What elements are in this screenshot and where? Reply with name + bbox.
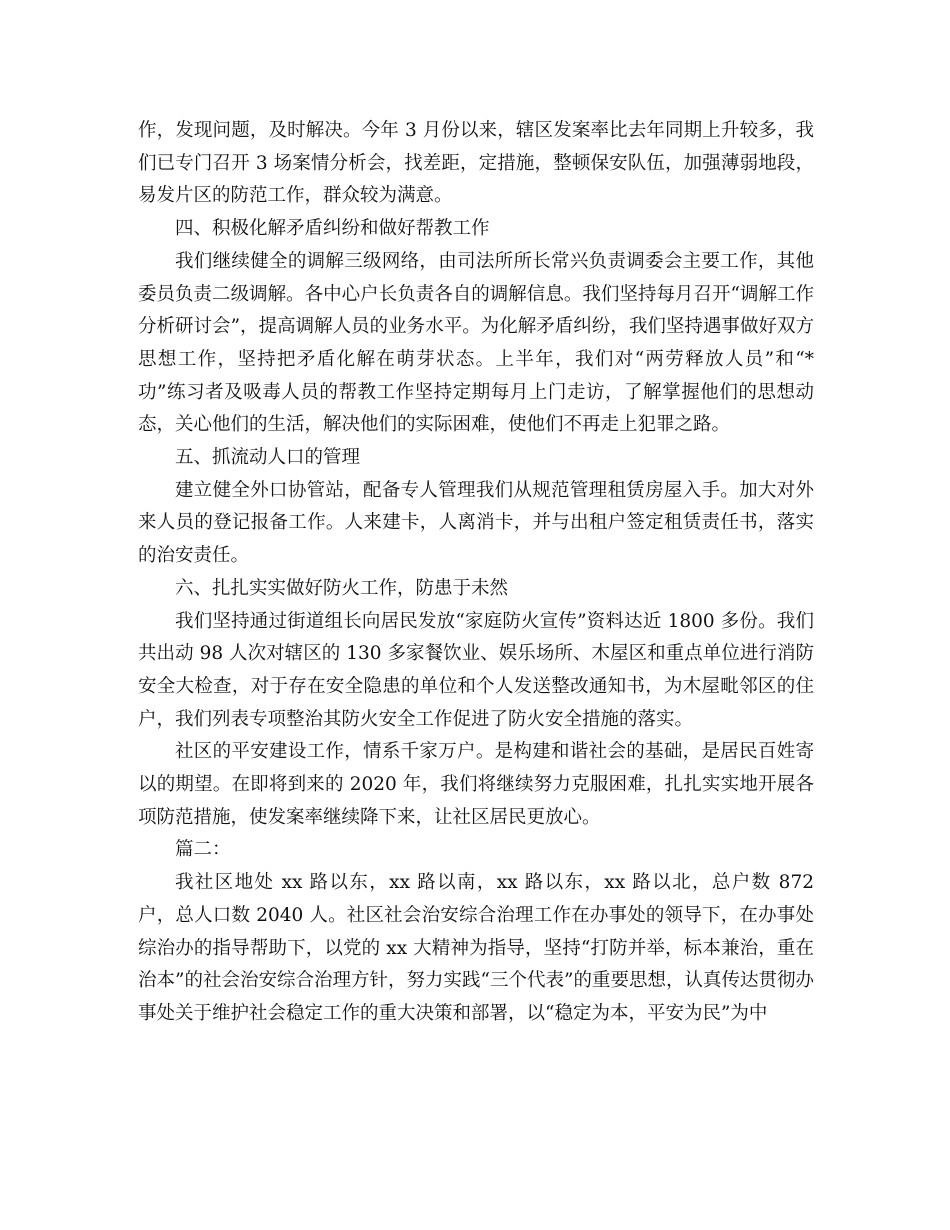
paragraph-conclusion: 社区的平安建设工作，情系千家万户。是构建和谐社会的基础，是居民百姓寄以的期望。在即将到来的 2020 年，我们将继续努力克服困难，扎扎实实地开展各项防范措施，使发案率继续降下来，让社区居民更放心。 (138, 741, 814, 828)
section-heading-5: 五、抓流动人口的管理 (175, 447, 361, 469)
document-page (138, 115, 814, 1031)
paragraph-fire-prevention: 我们坚持通过街道组长向居民发放“家庭防火宣传”资料达近 1800 多份。我们共出动 98 人次对辖区的 130 多家餐饮业、娱乐场所、木屋区和重点单位进行消防安全大检查，对于存在安全隐患的单位和个人发送整改通知书，为木屋毗邻区的住户，我们列表专项整治其防火安全工作促进了防火安全措施的落实。 (138, 610, 814, 730)
paragraph-community-overview: 我社区地处 xx 路以东，xx 路以南，xx 路以东，xx 路以北，总户数 872 户，总人口数 2040 人。社区社会治安综合治理工作在办事处的领导下，在办事处综治办的指导帮助下，以党的 xx 大精神为指导，坚持“打防并举，标本兼治，重在治本”的社会治安综合治理方针，努力实践“三个代表”的重要思想，认真传达贯彻办事处关于维护社会稳定工作的重大决策和部署，以“稳定为本，平安为民”为中 (138, 872, 814, 1024)
section-heading-6: 六、扎扎实实做好防火工作，防患于未然 (175, 577, 509, 599)
chapter-heading-part-two: 篇二： (175, 839, 231, 861)
paragraph-mediation: 我们继续健全的调解三级网络，由司法所所长常兴负责调委会主要工作，其他委员负责二级调解。各中心户长负责各自的调解信息。我们坚持每月召开“调解工作分析研讨会”，提高调解人员的业务水平。为化解矛盾纠纷，我们坚持遇事做好双方思想工作，坚持把矛盾化解在萌芽状态。上半年，我们对“两劳释放人员”和“*功”练习者及吸毒人员的帮教工作坚持定期每月上门走访，了解掌握他们的思想动态，关心他们的生活，解决他们的实际困难，使他们不再走上犯罪之路。 (138, 250, 814, 436)
section-heading-4: 四、积极化解矛盾纠纷和做好帮教工作 (175, 218, 490, 240)
paragraph-floating-population: 建立健全外口协管站，配备专人管理我们从规范管理租赁房屋入手。加大对外来人员的登记报备工作。人来建卡，人离消卡，并与出租户签定租赁责任书，落实的治安责任。 (138, 479, 814, 567)
paragraph-continuation: 作，发现问题，及时解决。今年 3 月份以来，辖区发案率比去年同期上升较多，我们已专门召开 3 场案情分析会，找差距，定措施，整顿保安队伍，加强薄弱地段，易发片区的防范工作，群众较为满意。 (138, 120, 814, 207)
